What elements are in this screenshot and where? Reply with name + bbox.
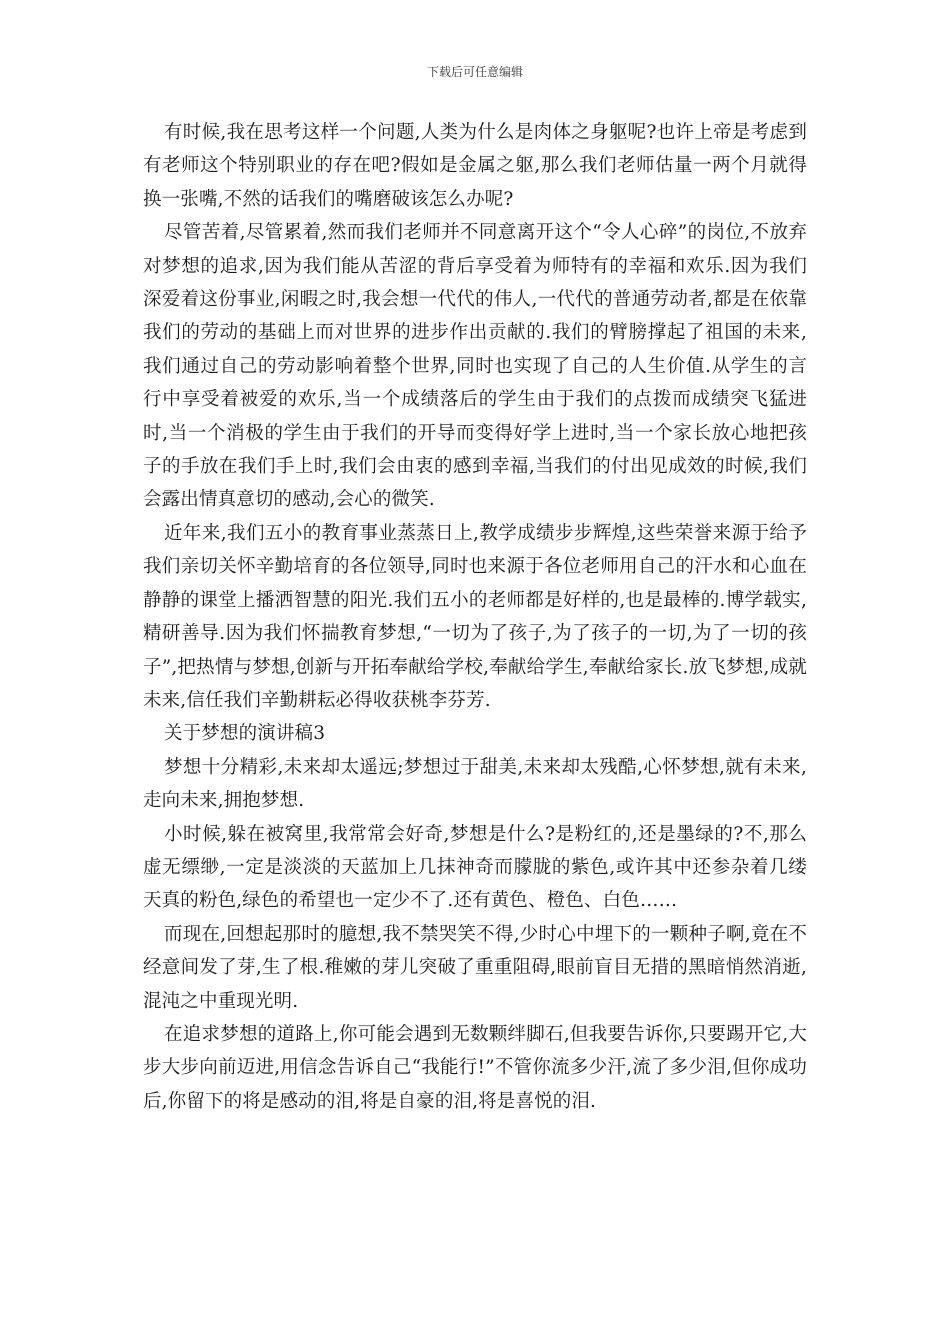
section-title: 关于梦想的演讲稿3: [164, 723, 326, 745]
paragraph: 小时候,躲在被窝里,我常常会好奇,梦想是什么?是粉红的,还是墨绿的?不,那么虚无缥缈,一定是淡淡的天蓝加上几抹神奇而朦胧的紫色,或许其中还参杂着几缕天真的粉色,绿色的希望也一定少不了.还有黄色、橙色、白色……: [143, 823, 807, 912]
paragraph: 近年来,我们五小的教育事业蒸蒸日上,教学成绩步步辉煌,这些荣誉来源于给予我们亲切关怀辛勤培育的各位领导,同时也来源于各位老师用自己的汗水和心血在静静的课堂上播洒智慧的阳光.我们五小的老师都是好样的,也是最棒的.博学载实,精研善导.因为我们怀揣教育梦想,“一切为了孩子,为了孩子的一切,为了一切的孩子”,把热情与梦想,创新与开拓奉献给学校,奉献给学生,奉献给家长.放飞梦想,成就未来,信任我们辛勤耕耘必得收获桃李芬芳.: [143, 522, 807, 711]
document-body: [143, 116, 807, 1118]
paragraph: 尽管苦着,尽管累着,然而我们老师并不同意离开这个“令人心碎”的岗位,不放弃对梦想的追求,因为我们能从苦涩的背后享受着为师特有的幸福和欢乐.因为我们深爱着这份事业,闲暇之时,我会想一代代的伟人,一代代的普通劳动者,都是在依靠我们的劳动的基础上而对世界的进步作出贡献的.我们的臂膀撑起了祖国的未来,我们通过自己的劳动影响着整个世界,同时也实现了自己的人生价值.从学生的言行中享受着被爱的欢乐,当一个成绩落后的学生由于我们的点拨而成绩突飞猛进时,当一个消极的学生由于我们的开导而变得好学上进时,当一个家长放心地把孩子的手放在我们手上时,我们会由衷的感到幸福,当我们的付出见成效的时候,我们会露出情真意切的感动,会心的微笑.: [143, 222, 807, 511]
paragraph: 而现在,回想起那时的臆想,我不禁哭笑不得,少时心中埋下的一颗种子啊,竟在不经意间发了芽,生了根.稚嫩的芽儿突破了重重阻碍,眼前盲目无措的黑暗悄然消逝,混沌之中重现光明.: [143, 923, 807, 1012]
page-header: 下载后可任意编辑: [426, 65, 523, 79]
paragraph: 梦想十分精彩,未来却太遥远;梦想过于甜美,未来却太残酷,心怀梦想,就有未来,走向未来,拥抱梦想.: [143, 756, 807, 812]
paragraph: 有时候,我在思考这样一个问题,人类为什么是肉体之身躯呢?也许上帝是考虑到有老师这个特别职业的存在吧?假如是金属之躯,那么我们老师估量一两个月就得换一张嘴,不然的话我们的嘴磨破该怎么办呢?: [143, 122, 807, 210]
paragraph: 在追求梦想的道路上,你可能会遇到无数颗绊脚石,但我要告诉你,只要踢开它,大步大步向前迈进,用信念告诉自己“我能行!”不管你流多少汗,流了多少泪,但你成功后,你留下的将是感动的泪,将是自豪的泪,将是喜悦的泪.: [143, 1023, 807, 1112]
